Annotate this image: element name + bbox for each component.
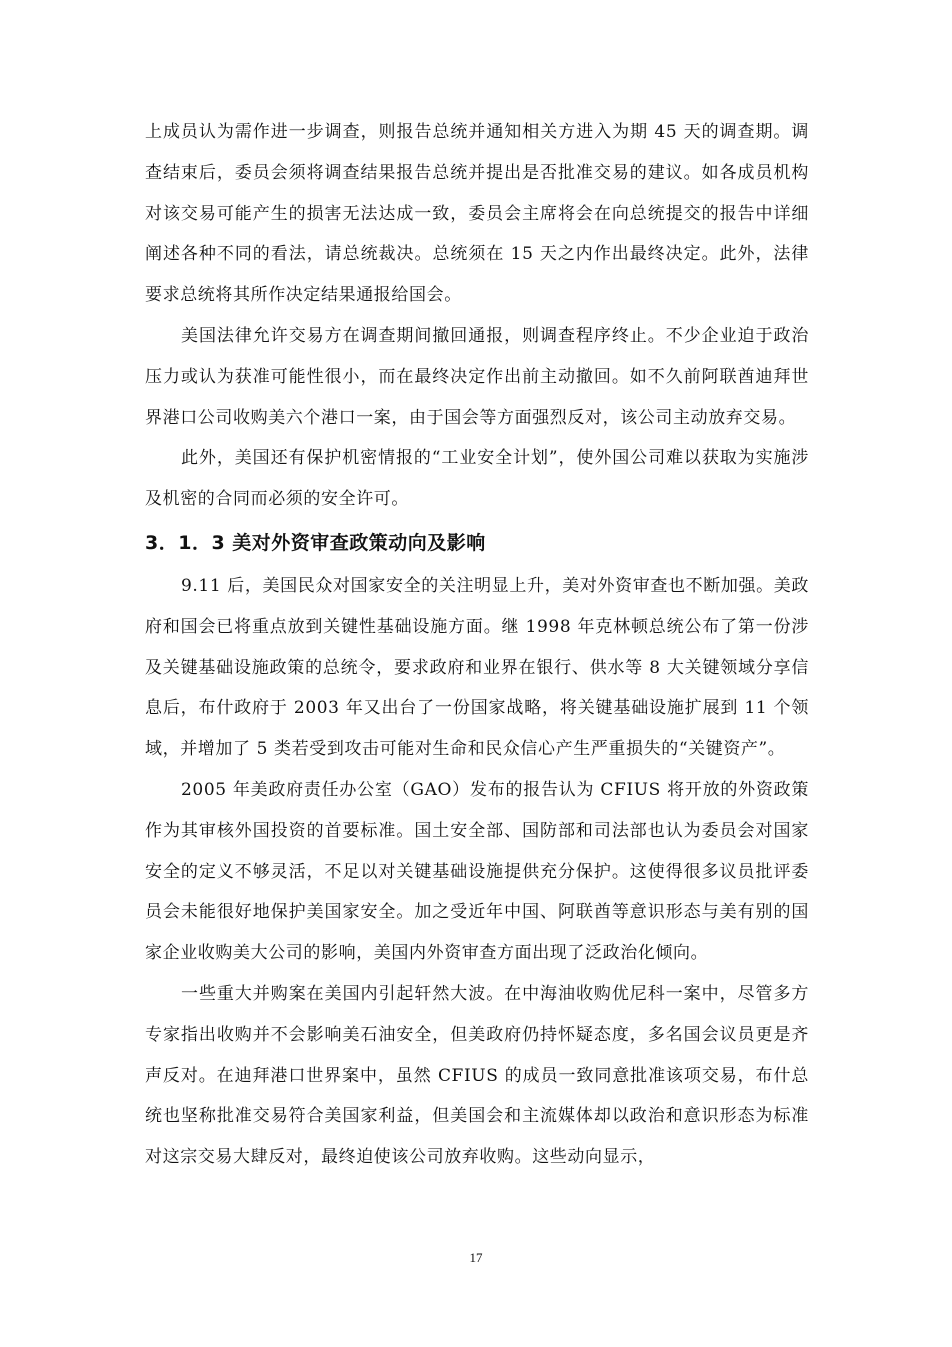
paragraph-post-911: 9.11 后，美国民众对国家安全的关注明显上升，美对外资审查也不断加强。美政府和国会已将重点放到关键性基础设施方面。继 1998 年克林顿总统公布了第一份涉及关键基础设施政策的总统令，要求政府和业界在银行、供水等 8 大关键领域分享信息后，布什政府于 2003 年又出台了一份国家战略，将关键基础设施扩展到 11 个领域，并增加了 5 类若受到攻击可能对生命和民众信心产生严重损失的“关键资产”。 — [145, 575, 809, 760]
page-body — [145, 112, 809, 1178]
paragraph-gao-report: 2005 年美政府责任办公室（GAO）发布的报告认为 CFIUS 将开放的外资政策作为其审核外国投资的首要标准。国土安全部、国防部和司法部也认为委员会对国家安全的定义不够灵活，不足以对关键基础设施提供充分保护。这使得很多议员批评委员会未能很好地保护美国家安全。加之受近年中国、阿联酋等意识形态与美有别的国家企业收购美大公司的影响，美国内外资审查方面出现了泛政治化倾向。 — [145, 779, 809, 964]
paragraph-continuation: 上成员认为需作进一步调查，则报告总统并通知相关方进入为期 45 天的调查期。调查结束后，委员会须将调查结果报告总统并提出是否批准交易的建议。如各成员机构对该交易可能产生的损害无法达成一致，委员会主席将会在向总统提交的报告中详细阐述各种不同的看法，请总统裁决。总统须在 15 天之内作出最终决定。此外，法律要求总统将其所作决定结果通报给国会。 — [145, 122, 809, 306]
page-number: 17 — [469, 1250, 483, 1265]
paragraph-major-cases: 一些重大并购案在美国内引起轩然大波。在中海油收购优尼科一案中，尽管多方专家指出收购并不会影响美石油安全，但美政府仍持怀疑态度，多名国会议员更是齐声反对。在迪拜港口世界案中，虽然 CFIUS 的成员一致同意批准该项交易，布什总统也坚称批准交易符合美国家利益，但美国会和主流媒体却以政治和意识形态为标准对这宗交易大肆反对，最终迫使该公司放弃收购。这些动向显示， — [145, 983, 809, 1168]
section-heading: 3．1．3 美对外资审查政策动向及影响 — [145, 531, 486, 554]
paragraph-security-program: 此外，美国还有保护机密情报的“工业安全计划”，使外国公司难以获取为实施涉及机密的合同而必须的安全许可。 — [145, 448, 809, 510]
paragraph-withdrawal: 美国法律允许交易方在调查期间撤回通报，则调查程序终止。不少企业迫于政治压力或认为获准可能性很小，而在最终决定作出前主动撤回。如不久前阿联酋迪拜世界港口公司收购美六个港口一案，由于国会等方面强烈反对，该公司主动放弃交易。 — [145, 325, 809, 428]
